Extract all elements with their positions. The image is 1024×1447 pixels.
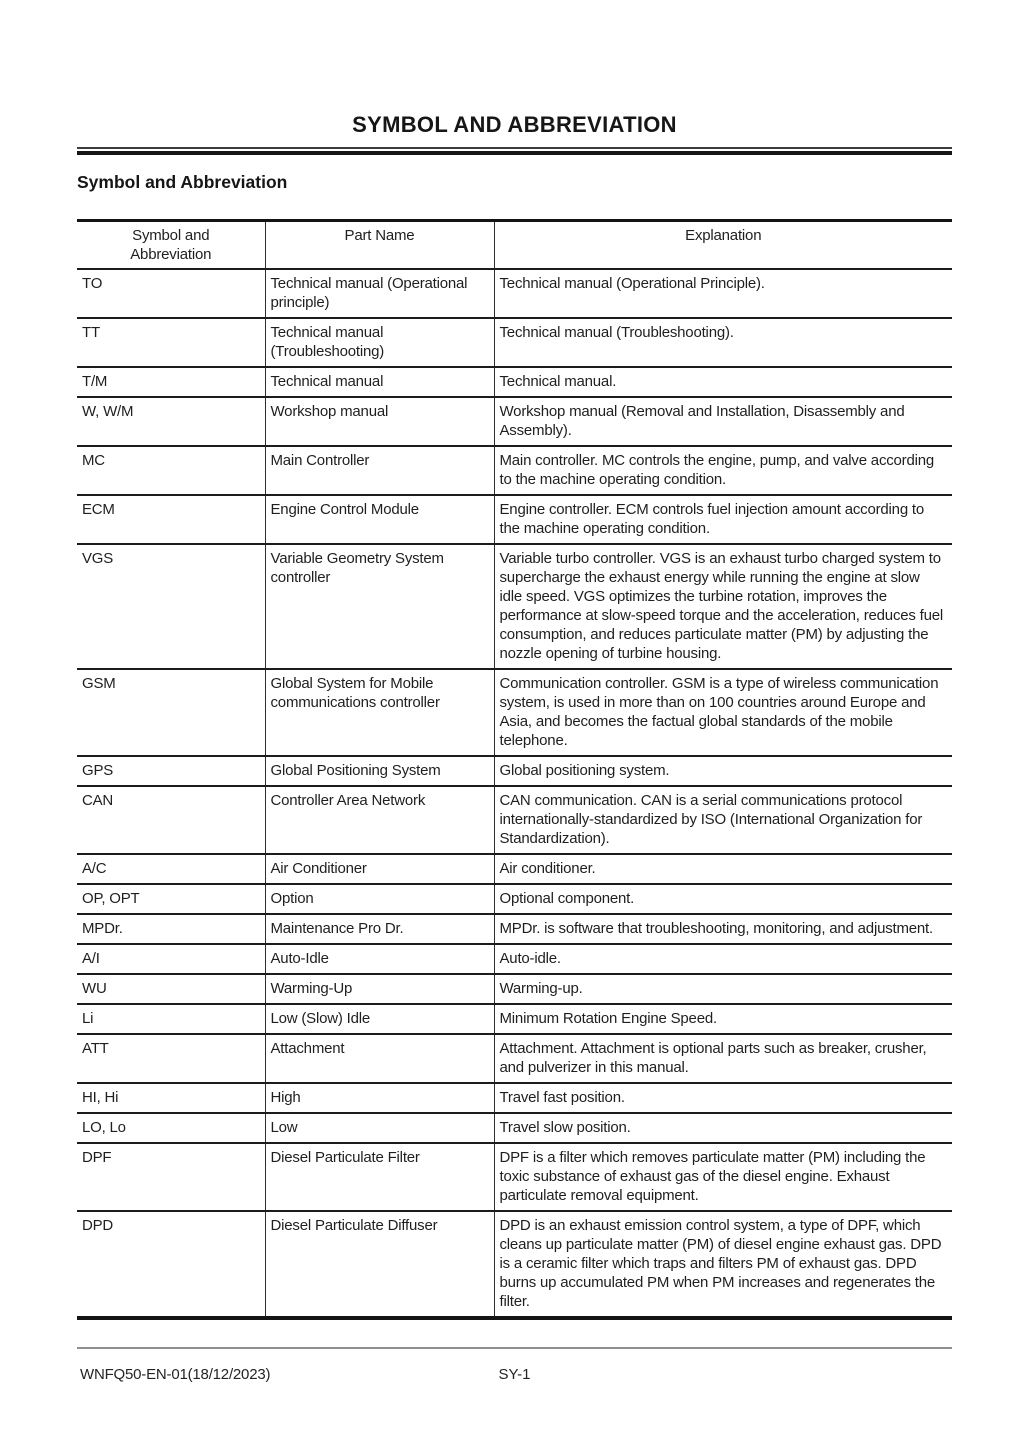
explanation-cell: DPD is an exhaust emission control system, a type of DPF, which cleans up particulate matter (PM) of diesel engine exhaust gas. DPD is a ceramic filter which traps and filters PM of exhaust gas. DPD burns up accumulated PM when PM increases and regenerates the filter. bbox=[494, 1211, 952, 1318]
symbol-cell: LO, Lo bbox=[77, 1113, 265, 1143]
symbol-cell: Li bbox=[77, 1004, 265, 1034]
explanation-cell: Warming-up. bbox=[494, 974, 952, 1004]
page-footer bbox=[77, 1347, 952, 1384]
explanation-cell: Auto-idle. bbox=[494, 944, 952, 974]
symbol-cell: GSM bbox=[77, 669, 265, 756]
explanation-cell: Workshop manual (Removal and Installation, Disassembly and Assembly). bbox=[494, 397, 952, 446]
table-row bbox=[77, 974, 952, 1004]
explanation-cell: Attachment. Attachment is optional parts such as breaker, crusher, and pulverizer in this manual. bbox=[494, 1034, 952, 1083]
part-name-cell: Engine Control Module bbox=[265, 495, 494, 544]
explanation-cell: Travel fast position. bbox=[494, 1083, 952, 1113]
table-row bbox=[77, 669, 952, 756]
part-name-cell: Variable Geometry System controller bbox=[265, 544, 494, 669]
symbol-cell: W, W/M bbox=[77, 397, 265, 446]
part-name-cell: Controller Area Network bbox=[265, 786, 494, 854]
footer-document-code: WNFQ50-EN-01(18/12/2023) bbox=[80, 1366, 271, 1383]
table-row bbox=[77, 786, 952, 854]
section-heading: Symbol and Abbreviation bbox=[77, 172, 288, 192]
table-row bbox=[77, 367, 952, 397]
symbol-cell: MC bbox=[77, 446, 265, 495]
symbol-cell: TO bbox=[77, 269, 265, 318]
symbol-cell: A/C bbox=[77, 854, 265, 884]
part-name-cell: Global System for Mobile communications controller bbox=[265, 669, 494, 756]
symbol-cell: OP, OPT bbox=[77, 884, 265, 914]
table-row bbox=[77, 854, 952, 884]
symbol-cell: A/I bbox=[77, 944, 265, 974]
part-name-cell: High bbox=[265, 1083, 494, 1113]
table-body bbox=[77, 269, 952, 1318]
table-row bbox=[77, 914, 952, 944]
part-name-cell: Technical manual (Operational principle) bbox=[265, 269, 494, 318]
symbol-cell: DPF bbox=[77, 1143, 265, 1211]
footer-row bbox=[77, 1366, 952, 1384]
table-row bbox=[77, 1143, 952, 1211]
part-name-cell: Technical manual (Troubleshooting) bbox=[265, 318, 494, 367]
explanation-cell: DPF is a filter which removes particulate matter (PM) including the toxic substance of exhaust gas of the diesel engine. Exhaust particulate removal equipment. bbox=[494, 1143, 952, 1211]
table-row bbox=[77, 944, 952, 974]
table-row bbox=[77, 756, 952, 786]
part-name-cell: Option bbox=[265, 884, 494, 914]
title-divider-rule bbox=[77, 147, 952, 155]
explanation-cell: CAN communication. CAN is a serial communications protocol internationally-standardized by ISO (International Organization for Standardization). bbox=[494, 786, 952, 854]
table-row bbox=[77, 1004, 952, 1034]
symbol-cell: DPD bbox=[77, 1211, 265, 1318]
explanation-cell: MPDr. is software that troubleshooting, monitoring, and adjustment. bbox=[494, 914, 952, 944]
table-row bbox=[77, 318, 952, 367]
symbol-cell: MPDr. bbox=[77, 914, 265, 944]
part-name-cell: Attachment bbox=[265, 1034, 494, 1083]
part-name-cell: Global Positioning System bbox=[265, 756, 494, 786]
explanation-cell: Main controller. MC controls the engine, pump, and valve according to the machine operating condition. bbox=[494, 446, 952, 495]
table-row bbox=[77, 884, 952, 914]
explanation-cell: Technical manual (Troubleshooting). bbox=[494, 318, 952, 367]
part-name-cell: Warming-Up bbox=[265, 974, 494, 1004]
part-name-cell: Low (Slow) Idle bbox=[265, 1004, 494, 1034]
symbol-cell: GPS bbox=[77, 756, 265, 786]
part-name-cell: Technical manual bbox=[265, 367, 494, 397]
footer-page-number: SY-1 bbox=[498, 1366, 531, 1383]
table-row bbox=[77, 495, 952, 544]
symbol-cell: ECM bbox=[77, 495, 265, 544]
explanation-cell: Engine controller. ECM controls fuel injection amount according to the machine operating condition. bbox=[494, 495, 952, 544]
symbol-cell: VGS bbox=[77, 544, 265, 669]
table-row bbox=[77, 1034, 952, 1083]
symbol-cell: TT bbox=[77, 318, 265, 367]
table-row bbox=[77, 1083, 952, 1113]
table-row bbox=[77, 1211, 952, 1318]
explanation-cell: Communication controller. GSM is a type of wireless communication system, is used in more than on 100 countries around Europe and Asia, and becomes the factual global standards of the mobile telephone. bbox=[494, 669, 952, 756]
symbol-cell: CAN bbox=[77, 786, 265, 854]
part-name-cell: Maintenance Pro Dr. bbox=[265, 914, 494, 944]
manual-page bbox=[77, 0, 952, 1320]
part-name-cell: Main Controller bbox=[265, 446, 494, 495]
explanation-cell: Variable turbo controller. VGS is an exhaust turbo charged system to supercharge the exhaust energy while running the engine at slow idle speed. VGS optimizes the turbine rotation, improves the performance at slow-speed torque and the acceleration, reduces fuel consumption, and reduces particulate matter (PM) by adjusting the nozzle opening of turbine housing. bbox=[494, 544, 952, 669]
explanation-cell: Optional component. bbox=[494, 884, 952, 914]
explanation-cell: Technical manual (Operational Principle). bbox=[494, 269, 952, 318]
part-name-cell: Diesel Particulate Diffuser bbox=[265, 1211, 494, 1318]
page-title: SYMBOL AND ABBREVIATION bbox=[352, 112, 677, 137]
explanation-cell: Technical manual. bbox=[494, 367, 952, 397]
explanation-cell: Minimum Rotation Engine Speed. bbox=[494, 1004, 952, 1034]
table-row bbox=[77, 544, 952, 669]
symbol-cell: WU bbox=[77, 974, 265, 1004]
table-header-row bbox=[77, 221, 952, 270]
explanation-cell: Air conditioner. bbox=[494, 854, 952, 884]
table-row bbox=[77, 397, 952, 446]
part-name-cell: Auto-Idle bbox=[265, 944, 494, 974]
explanation-cell: Travel slow position. bbox=[494, 1113, 952, 1143]
abbreviation-table bbox=[77, 219, 952, 1320]
part-name-cell: Workshop manual bbox=[265, 397, 494, 446]
footer-divider-rule bbox=[77, 1347, 952, 1349]
symbol-cell: ATT bbox=[77, 1034, 265, 1083]
part-name-cell: Air Conditioner bbox=[265, 854, 494, 884]
column-header-symbol-and-abbreviation: Symbol and Abbreviation bbox=[77, 221, 265, 270]
column-header-explanation: Explanation bbox=[494, 221, 952, 270]
table-row bbox=[77, 1113, 952, 1143]
symbol-cell: HI, Hi bbox=[77, 1083, 265, 1113]
part-name-cell: Diesel Particulate Filter bbox=[265, 1143, 494, 1211]
part-name-cell: Low bbox=[265, 1113, 494, 1143]
symbol-cell: T/M bbox=[77, 367, 265, 397]
column-header-part-name: Part Name bbox=[265, 221, 494, 270]
explanation-cell: Global positioning system. bbox=[494, 756, 952, 786]
table-row bbox=[77, 269, 952, 318]
table-row bbox=[77, 446, 952, 495]
